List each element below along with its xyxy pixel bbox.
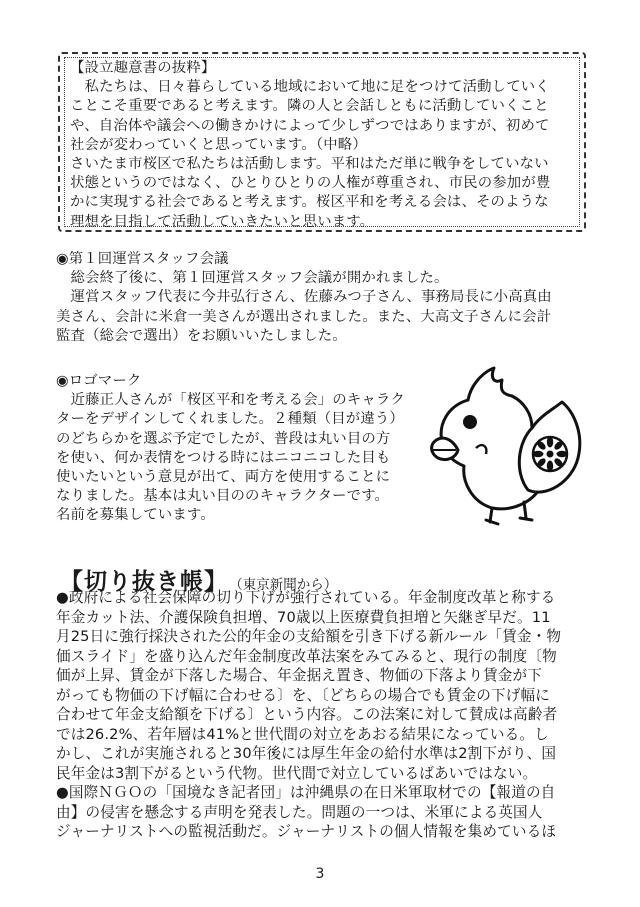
- page-number: 3: [315, 866, 325, 882]
- intent-line: 理想を目指して活動していきたいと思います。: [70, 213, 375, 230]
- mascot-bird-illustration: [428, 362, 588, 532]
- intent-excerpt-box: [58, 52, 586, 232]
- staff-meeting-line: 総会終了後に、第１回運営スタッフ会議が開かれました。: [56, 270, 449, 287]
- clippings-line: 年金カット法、介護保険負担増、70歳以上医療費負担増と矢継ぎ早だ。11: [56, 608, 551, 626]
- logo-mark-section: [56, 372, 405, 526]
- staff-meeting-line: 美さん、会計に米倉一美さんが選出されました。また、大高文子さんに会計: [56, 308, 552, 325]
- clippings-line: 合わせて年金支給額を下げる〕という内容。この法案に対して賛成は高齢者: [56, 706, 558, 723]
- logo-mark-line: 近藤正人さんが「桜区平和を考える会」のキャラク: [56, 392, 405, 409]
- clippings-line: 価が上昇、賃金が下落した場合、年金据え置き、物価の下落より賃金が下: [56, 667, 542, 684]
- intent-line: や、自治体や議会への働きかけによって少しずつではありますが、初めて: [70, 117, 550, 134]
- clippings-line: かし、これが実施されると30年後には厚生年金の給付水準は2割下がり、国: [56, 745, 557, 762]
- intent-heading: 【設立趣意書の抜粋】: [70, 60, 216, 76]
- clippings-line: ●国際ＮＧＯの「国境なき記者団」は沖縄県の在日米軍取材での【報道の自: [56, 784, 556, 801]
- clippings-body: [56, 588, 561, 842]
- logo-mark-line: のどちらかを選ぶ予定でしたが、普段は丸い目の方: [56, 430, 391, 447]
- intent-line: かに実現する社会であると考えます。桜区平和を考える会は、そのような: [70, 194, 549, 211]
- staff-meeting-section: [56, 250, 552, 346]
- clippings-line: では26.2%、若年層は41%と世代間の対立をあおる結果になっている。し: [56, 725, 549, 743]
- intent-line: ことこそ重要であると考えます。隣の人と会話しともに活動していくこと: [70, 98, 549, 115]
- clippings-line: 民年金は3割下がるという代物。世代間で対立しているばあいではない。: [56, 764, 538, 782]
- intent-line: 私たちは、日々暮らしている地域において地に足をつけて活動していく: [70, 79, 550, 96]
- clippings-line: がっても物価の下げ幅に合わせる〕を、〔どちらの場合でも賃金の下げ幅に: [56, 686, 550, 704]
- intent-text: [70, 59, 550, 232]
- logo-mark-line: 名前を募集しています。: [56, 507, 215, 524]
- intent-line: さいたま市桜区で私たちは活動します。平和はただ単に戦争をしていない: [70, 156, 549, 173]
- logo-mark-line: なりました。基本は丸い目ののキャラクターです。: [56, 488, 389, 505]
- intent-line: 状態というのではなく、ひとりひとりの人権が尊重され、市民の参加が豊: [70, 175, 551, 192]
- staff-meeting-line: 監査（総会で選出）をお願いいたしました。: [56, 327, 347, 344]
- staff-meeting-heading: ◉第１回運営スタッフ会議: [56, 251, 229, 267]
- mascot-eye: [463, 415, 477, 429]
- intent-line: 社会が変わっていくと思っています。（中略）: [70, 136, 367, 153]
- logo-mark-heading: ◉ロゴマーク: [56, 373, 142, 389]
- logo-mark-line: を使い、何か表情をつける時にはニコニコした目も: [56, 449, 391, 466]
- mascot-beak: [432, 438, 458, 460]
- clippings-line: ジャーナリストへの監視活動だ。ジャーナリストの個人情報を集めているほ: [56, 823, 557, 840]
- clippings-heading: 【切り抜き帳】: [60, 569, 228, 595]
- clippings-line: 価スライド」を盛り込んだ年金制度改革法案をみてみると、現行の制度〔物: [56, 647, 557, 665]
- logo-mark-line: 使いたいという意見が出て、両方を使用することに: [56, 469, 391, 486]
- clippings-line: 月25日に強行採決された公的年金の支給額を引き下げる新ルール「賃金・物: [56, 628, 562, 645]
- clippings-source: （東京新聞から）: [236, 577, 338, 593]
- clippings-line: 由】の侵害を懸念する声明を発表した。問題の一つは、米軍による英国人: [56, 803, 543, 821]
- clippings-line: ●政府による社会保障の切り下げが強行されている。年金制度改革と称する: [56, 589, 556, 606]
- staff-meeting-line: 運営スタッフ代表に今井弘行さん、佐藤みつ子さん、事務局長に小高真由: [56, 289, 552, 306]
- logo-mark-line: ターをデザインしてくれました。２種類（目が違う）: [56, 411, 404, 428]
